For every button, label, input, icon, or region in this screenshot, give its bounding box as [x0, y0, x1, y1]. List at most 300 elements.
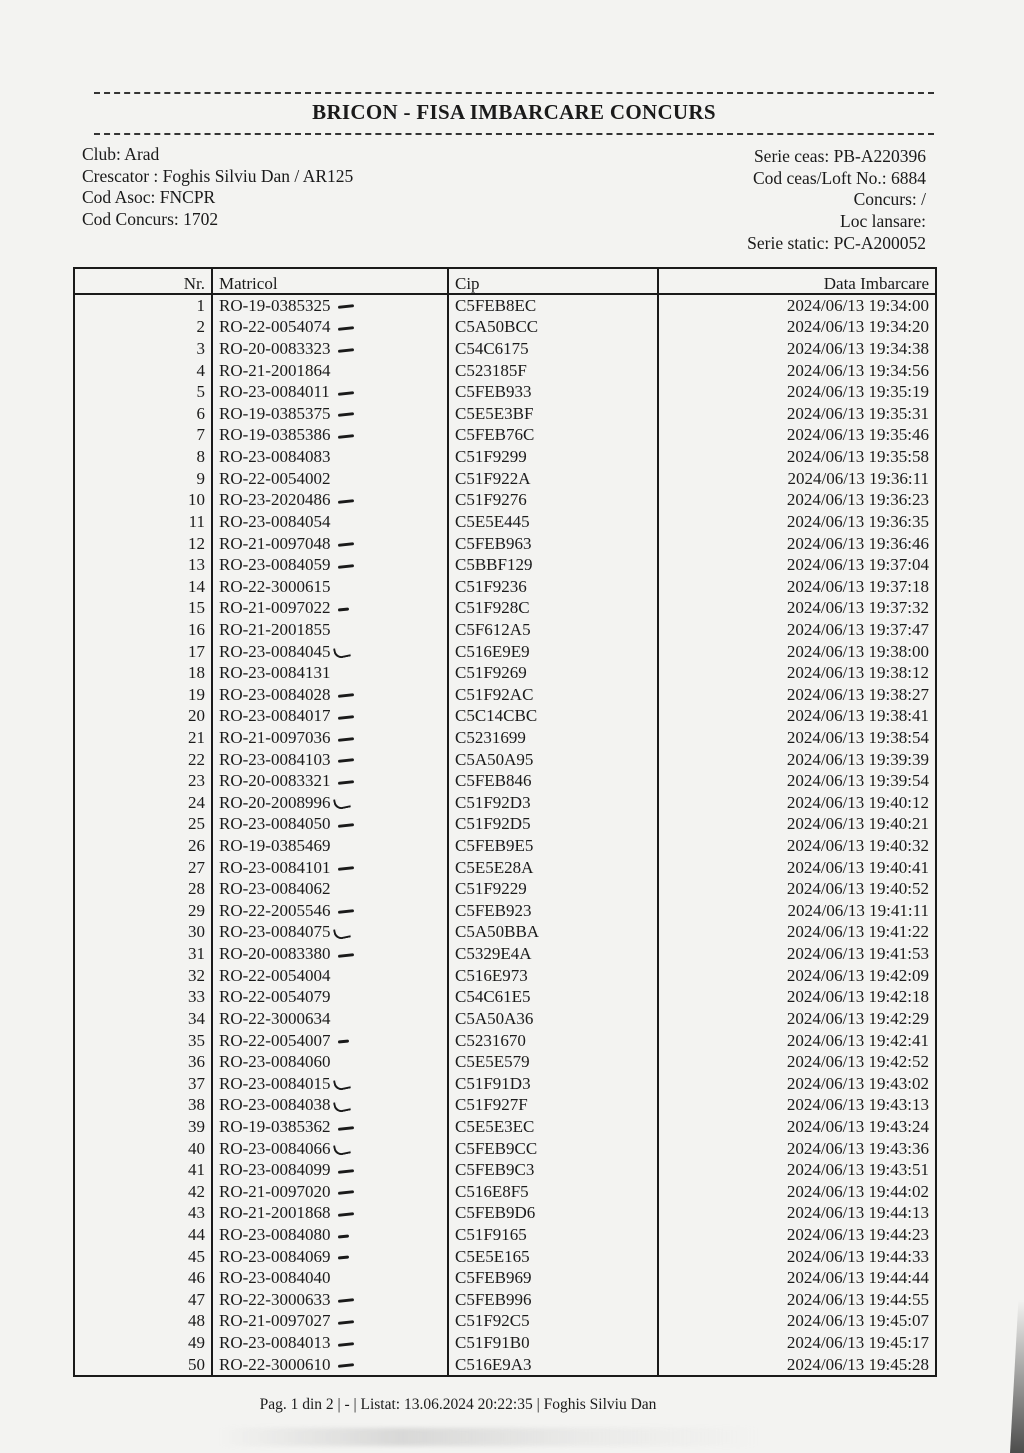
row-date-text: 2024/06/13 19:42:52	[786, 1052, 929, 1072]
table-row	[74, 533, 936, 555]
row-cip	[448, 1267, 658, 1289]
table-row	[74, 684, 936, 706]
row-matricol-text: RO-22-0054079	[219, 987, 331, 1007]
row-date	[658, 533, 936, 555]
col-header-matricol: Matricol	[212, 268, 448, 294]
table-row	[74, 1159, 936, 1181]
row-number	[74, 706, 212, 728]
row-cip	[448, 533, 658, 555]
row-cip	[448, 403, 658, 425]
row-number-text: 14	[188, 576, 205, 596]
row-number	[74, 1095, 212, 1117]
row-number	[74, 1203, 212, 1225]
row-number	[74, 770, 212, 792]
row-cip-text: C516E9A3	[455, 1354, 532, 1374]
handwritten-mark-icon	[338, 1363, 354, 1368]
row-date	[658, 1138, 936, 1160]
row-number-text: 43	[188, 1203, 205, 1223]
table-row	[74, 1224, 936, 1246]
row-cip-text: C5FEB933	[455, 382, 532, 402]
table-row	[74, 1116, 936, 1138]
row-matricol-text: RO-23-0084017	[219, 706, 331, 726]
row-matricol-text: RO-22-3000610	[219, 1354, 331, 1374]
row-matricol-text: RO-20-0083323	[219, 339, 331, 359]
table-row	[74, 835, 936, 857]
row-number	[74, 619, 212, 641]
handwritten-mark-icon	[333, 797, 351, 811]
row-date	[658, 1267, 936, 1289]
row-cip-text: C51F91B0	[455, 1333, 530, 1353]
top-dashed-rule	[94, 92, 934, 94]
row-cip	[448, 576, 658, 598]
row-number-text: 17	[188, 641, 205, 661]
row-matricol	[212, 338, 448, 360]
row-date-text: 2024/06/13 19:38:41	[786, 706, 929, 726]
row-cip	[448, 727, 658, 749]
row-cip	[448, 943, 658, 965]
handwritten-mark-icon	[338, 1212, 354, 1217]
row-number	[74, 792, 212, 814]
row-number-text: 2	[196, 317, 205, 337]
table-row	[74, 792, 936, 814]
row-matricol-text: RO-22-3000633	[219, 1289, 331, 1309]
row-matricol-text: RO-20-2008996	[219, 792, 331, 812]
boarding-table	[73, 267, 937, 1377]
table-row	[74, 1203, 936, 1225]
row-cip-text: C51F922A	[455, 468, 531, 488]
row-number-text: 31	[188, 944, 205, 964]
row-date	[658, 878, 936, 900]
table-row	[74, 294, 936, 317]
row-matricol	[212, 598, 448, 620]
row-number	[74, 468, 212, 490]
row-cip	[448, 554, 658, 576]
row-matricol-text: RO-19-0385375	[219, 403, 331, 423]
row-matricol	[212, 554, 448, 576]
row-date	[658, 619, 936, 641]
row-date	[658, 900, 936, 922]
row-matricol-text: RO-19-0385386	[219, 425, 331, 445]
handwritten-mark-icon	[333, 927, 351, 941]
row-number-text: 20	[188, 706, 205, 726]
row-matricol	[212, 489, 448, 511]
row-number-text: 18	[188, 663, 205, 683]
row-matricol	[212, 533, 448, 555]
row-matricol-text: RO-23-0084066	[219, 1138, 331, 1158]
row-cip-text: C51F92C5	[455, 1311, 530, 1331]
table-row	[74, 900, 936, 922]
row-number-text: 10	[188, 490, 205, 510]
row-number-text: 50	[188, 1354, 205, 1374]
row-matricol	[212, 317, 448, 339]
row-matricol-text: RO-23-0084060	[219, 1052, 331, 1072]
row-number-text: 1	[196, 295, 205, 315]
table-row	[74, 1311, 936, 1333]
row-matricol-text: RO-22-0054007	[219, 1030, 331, 1050]
row-matricol-text: RO-19-0385362	[219, 1116, 331, 1136]
page-footer: Pag. 1 din 2 | - | Listat: 13.06.2024 20:22:35 | Foghis Silviu Dan	[259, 1396, 657, 1413]
row-matricol-text: RO-23-0084028	[219, 684, 331, 704]
row-cip-text: C51F928C	[455, 598, 530, 618]
row-date-text: 2024/06/13 19:43:51	[786, 1160, 929, 1180]
row-matricol	[212, 1311, 448, 1333]
row-date-text: 2024/06/13 19:40:52	[786, 879, 929, 899]
row-number	[74, 425, 212, 447]
row-matricol	[212, 425, 448, 447]
row-date	[658, 965, 936, 987]
table-row	[74, 1138, 936, 1160]
row-cip	[448, 1030, 658, 1052]
row-matricol	[212, 770, 448, 792]
row-cip-text: C54C6175	[455, 339, 529, 359]
table-row	[74, 1095, 936, 1117]
row-date-text: 2024/06/13 19:36:46	[786, 533, 929, 553]
row-date	[658, 554, 936, 576]
row-number-text: 4	[196, 360, 205, 380]
row-number	[74, 857, 212, 879]
row-date	[658, 511, 936, 533]
row-cip	[448, 511, 658, 533]
row-matricol	[212, 1008, 448, 1030]
row-number-text: 23	[188, 771, 205, 791]
row-number-text: 47	[188, 1289, 205, 1309]
row-cip	[448, 1246, 658, 1268]
title-dashed-rule	[94, 133, 934, 135]
row-date-text: 2024/06/13 19:38:54	[786, 727, 929, 747]
row-date	[658, 1354, 936, 1377]
row-date-text: 2024/06/13 19:43:36	[786, 1138, 929, 1158]
handwritten-mark-icon	[338, 715, 354, 720]
scan-edge-shadow	[1010, 1300, 1024, 1453]
handwritten-mark-icon	[338, 564, 354, 569]
row-matricol-text: RO-22-0054074	[219, 317, 331, 337]
table-row	[74, 1289, 936, 1311]
row-cip	[448, 294, 658, 317]
row-number-text: 19	[188, 684, 205, 704]
row-matricol-text: RO-21-0097036	[219, 727, 331, 747]
row-number	[74, 641, 212, 663]
row-cip	[448, 792, 658, 814]
row-cip-text: C5231699	[455, 727, 526, 747]
row-matricol	[212, 294, 448, 317]
row-date-text: 2024/06/13 19:38:12	[786, 663, 929, 683]
row-matricol	[212, 1051, 448, 1073]
row-matricol-text: RO-22-0054002	[219, 468, 331, 488]
row-cip	[448, 900, 658, 922]
row-cip-text: C51F9269	[455, 663, 527, 683]
row-number	[74, 878, 212, 900]
table-row	[74, 1181, 936, 1203]
table-row	[74, 965, 936, 987]
row-date	[658, 1116, 936, 1138]
row-cip	[448, 835, 658, 857]
table-row	[74, 1354, 936, 1377]
table-row	[74, 1246, 936, 1268]
row-number	[74, 338, 212, 360]
row-cip-text: C5FEB923	[455, 900, 532, 920]
cod-ceas-line: Cod ceas/Loft No.: 6884	[752, 167, 926, 188]
row-number	[74, 684, 212, 706]
row-matricol	[212, 1246, 448, 1268]
row-matricol-text: RO-21-2001864	[219, 360, 331, 380]
row-number-text: 41	[188, 1160, 205, 1180]
row-number-text: 44	[188, 1225, 205, 1244]
row-number	[74, 1311, 212, 1333]
row-number-text: 26	[188, 836, 205, 856]
row-date	[658, 1051, 936, 1073]
row-number-text: 12	[188, 533, 205, 553]
row-matricol-text: RO-23-0084062	[219, 879, 331, 899]
row-matricol	[212, 576, 448, 598]
row-matricol	[212, 1332, 448, 1354]
handwritten-mark-icon	[338, 694, 354, 699]
col-header-data: Data Imbarcare	[658, 268, 936, 294]
row-date-text: 2024/06/13 19:37:32	[786, 598, 929, 618]
row-matricol	[212, 1224, 448, 1246]
handwritten-mark-icon	[338, 1320, 354, 1325]
row-matricol	[212, 749, 448, 771]
handwritten-mark-icon	[338, 1126, 354, 1131]
row-cip	[448, 1224, 658, 1246]
row-date-text: 2024/06/13 19:40:32	[786, 836, 929, 856]
row-cip	[448, 922, 658, 944]
row-number	[74, 1138, 212, 1160]
row-date-text: 2024/06/13 19:34:00	[786, 295, 929, 315]
row-cip	[448, 381, 658, 403]
row-cip-text: C523185F	[455, 360, 527, 380]
row-number-text: 46	[188, 1268, 205, 1288]
table-row	[74, 943, 936, 965]
row-number	[74, 1073, 212, 1095]
row-date-text: 2024/06/13 19:35:31	[786, 403, 929, 423]
table-row	[74, 1073, 936, 1095]
row-date	[658, 1332, 936, 1354]
row-cip	[448, 468, 658, 490]
row-date-text: 2024/06/13 19:43:13	[786, 1095, 929, 1115]
row-matricol	[212, 1354, 448, 1377]
table-body	[74, 294, 936, 1376]
header-left-info	[82, 144, 353, 231]
row-number	[74, 381, 212, 403]
row-matricol-text: RO-23-0084013	[219, 1333, 331, 1353]
row-matricol	[212, 922, 448, 944]
row-date-text: 2024/06/13 19:44:44	[786, 1268, 929, 1288]
row-number	[74, 749, 212, 771]
row-matricol-text: RO-23-0084038	[219, 1095, 331, 1115]
table-row	[74, 554, 936, 576]
row-matricol-text: RO-20-0083380	[219, 944, 331, 964]
table-row	[74, 446, 936, 468]
table-row	[74, 576, 936, 598]
row-matricol	[212, 403, 448, 425]
handwritten-mark-icon	[338, 391, 354, 396]
row-matricol	[212, 684, 448, 706]
row-number-text: 37	[188, 1073, 205, 1093]
handwritten-mark-icon	[338, 542, 354, 547]
table-row	[74, 511, 936, 533]
row-date-text: 2024/06/13 19:37:18	[786, 576, 929, 596]
row-number-text: 11	[188, 511, 205, 531]
row-date	[658, 749, 936, 771]
handwritten-mark-icon	[338, 499, 354, 504]
table-row	[74, 749, 936, 771]
row-number	[74, 662, 212, 684]
table-row	[74, 338, 936, 360]
row-number-text: 45	[188, 1246, 205, 1266]
row-number-text: 22	[188, 749, 205, 769]
row-date	[658, 987, 936, 1009]
row-date	[658, 1311, 936, 1333]
table-row	[74, 1267, 936, 1289]
row-cip-text: C5E5E3BF	[455, 403, 534, 423]
row-number-text: 40	[188, 1138, 205, 1158]
cod-asoc-line: Cod Asoc: FNCPR	[82, 187, 216, 208]
row-number	[74, 1224, 212, 1246]
row-number	[74, 533, 212, 555]
row-cip	[448, 1095, 658, 1117]
table-row	[74, 360, 936, 382]
row-date	[658, 706, 936, 728]
row-number-text: 30	[188, 922, 205, 942]
table-row	[74, 403, 936, 425]
row-date	[658, 446, 936, 468]
row-cip-text: C5A50BCC	[455, 317, 539, 337]
row-cip-text: C5FEB9C3	[455, 1160, 535, 1180]
row-date-text: 2024/06/13 19:40:41	[786, 857, 929, 877]
row-matricol-text: RO-20-0083321	[219, 771, 331, 791]
row-number-text: 28	[188, 879, 205, 899]
row-cip	[448, 814, 658, 836]
table-row	[74, 598, 936, 620]
row-date-text: 2024/06/13 19:37:47	[786, 619, 929, 639]
row-cip	[448, 1051, 658, 1073]
row-cip	[448, 1138, 658, 1160]
row-matricol	[212, 857, 448, 879]
row-number	[74, 598, 212, 620]
row-matricol	[212, 1030, 448, 1052]
row-date-text: 2024/06/13 19:35:46	[786, 425, 929, 445]
row-number	[74, 814, 212, 836]
row-matricol	[212, 1181, 448, 1203]
row-matricol	[212, 1116, 448, 1138]
row-date-text: 2024/06/13 19:36:23	[786, 490, 929, 510]
row-date-text: 2024/06/13 19:44:23	[786, 1225, 929, 1244]
row-matricol	[212, 511, 448, 533]
handwritten-mark-icon	[338, 326, 354, 331]
row-date	[658, 641, 936, 663]
row-matricol	[212, 814, 448, 836]
row-cip-text: C5C14CBC	[455, 706, 538, 726]
row-date-text: 2024/06/13 19:44:13	[786, 1203, 929, 1223]
col-header-nr: Nr.	[74, 268, 212, 294]
row-date	[658, 943, 936, 965]
row-date	[658, 1073, 936, 1095]
row-matricol-text: RO-23-0084069	[219, 1246, 331, 1266]
row-cip-text: C5FEB846	[455, 771, 532, 791]
row-number	[74, 1116, 212, 1138]
row-date-text: 2024/06/13 19:35:58	[786, 447, 929, 467]
row-number-text: 13	[188, 555, 205, 575]
handwritten-mark-icon	[338, 1234, 349, 1238]
table-row	[74, 857, 936, 879]
row-number	[74, 576, 212, 598]
row-matricol-text: RO-23-2020486	[219, 490, 331, 510]
row-number-text: 8	[196, 447, 205, 467]
row-matricol-text: RO-19-0385469	[219, 836, 331, 856]
row-cip	[448, 1354, 658, 1377]
row-date-text: 2024/06/13 19:43:24	[786, 1116, 929, 1136]
row-cip-text: C5FEB9D6	[455, 1203, 536, 1223]
row-date-text: 2024/06/13 19:45:17	[786, 1333, 929, 1353]
row-matricol-text: RO-23-0084050	[219, 814, 331, 834]
row-cip-text: C5A50A36	[455, 1008, 534, 1028]
row-matricol	[212, 727, 448, 749]
row-cip	[448, 1332, 658, 1354]
handwritten-mark-icon	[338, 866, 354, 871]
row-matricol-text: RO-23-0084099	[219, 1160, 331, 1180]
row-number	[74, 900, 212, 922]
row-date	[658, 1181, 936, 1203]
row-date	[658, 1159, 936, 1181]
row-matricol	[212, 706, 448, 728]
row-date-text: 2024/06/13 19:42:09	[786, 965, 929, 985]
table-row	[74, 381, 936, 403]
row-date-text: 2024/06/13 19:44:55	[786, 1289, 929, 1309]
row-cip-text: C54C61E5	[455, 987, 531, 1007]
row-date	[658, 338, 936, 360]
row-number	[74, 1267, 212, 1289]
row-cip-text: C5FEB8EC	[455, 295, 537, 315]
row-number	[74, 987, 212, 1009]
cod-concurs-line: Cod Concurs: 1702	[82, 209, 219, 230]
row-cip	[448, 1159, 658, 1181]
row-cip-text: C51F9276	[455, 490, 527, 510]
row-date-text: 2024/06/13 19:35:19	[786, 382, 929, 402]
row-matricol-text: RO-23-0084045	[219, 641, 331, 661]
handwritten-mark-icon	[333, 1143, 351, 1157]
row-number-text: 42	[188, 1181, 205, 1201]
row-cip-text: C5FEB996	[455, 1289, 532, 1309]
row-number-text: 21	[188, 727, 205, 747]
row-number	[74, 1332, 212, 1354]
row-matricol-text: RO-23-0084015	[219, 1073, 331, 1093]
table-row	[74, 662, 936, 684]
table-row	[74, 987, 936, 1009]
row-date-text: 2024/06/13 19:41:22	[786, 922, 929, 942]
handwritten-mark-icon	[338, 1040, 349, 1044]
row-number-text: 3	[196, 339, 205, 359]
row-number	[74, 360, 212, 382]
row-number-text: 39	[188, 1116, 205, 1136]
row-number-text: 29	[188, 900, 205, 920]
row-matricol	[212, 835, 448, 857]
row-date-text: 2024/06/13 19:41:11	[787, 900, 929, 920]
row-matricol-text: RO-22-3000634	[219, 1008, 331, 1028]
row-number	[74, 403, 212, 425]
row-date	[658, 468, 936, 490]
row-number-text: 6	[196, 403, 205, 423]
row-cip	[448, 619, 658, 641]
row-number-text: 34	[188, 1008, 205, 1028]
row-cip	[448, 1203, 658, 1225]
row-matricol	[212, 1095, 448, 1117]
row-matricol-text: RO-22-2005546	[219, 900, 331, 920]
row-number-text: 25	[188, 814, 205, 834]
row-cip	[448, 1008, 658, 1030]
row-matricol-text: RO-21-0097048	[219, 533, 331, 553]
row-date-text: 2024/06/13 19:34:56	[786, 360, 929, 380]
row-matricol	[212, 1203, 448, 1225]
